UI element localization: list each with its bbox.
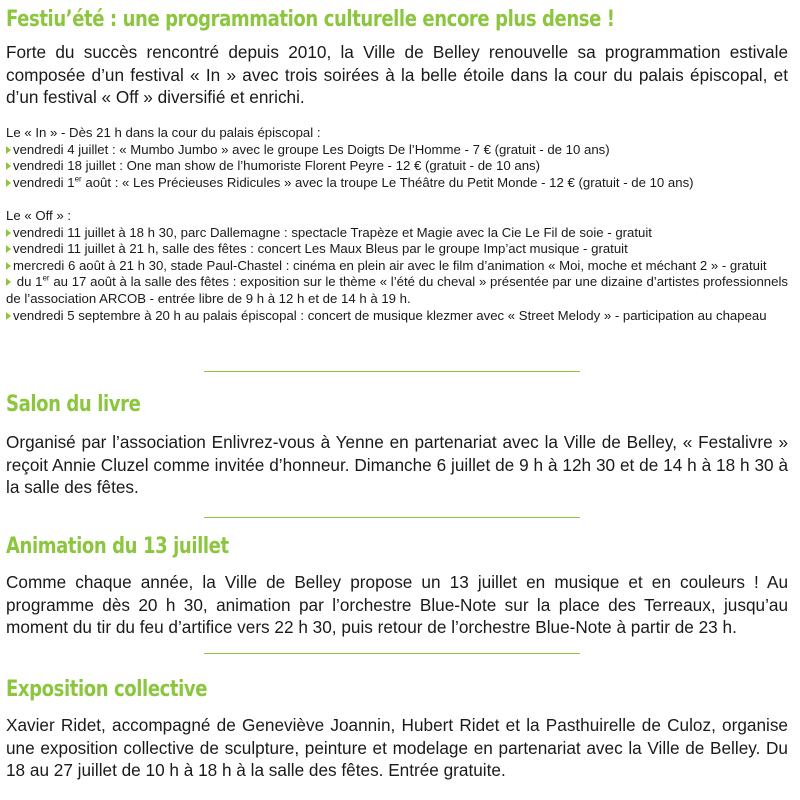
bullet-icon — [6, 162, 11, 170]
list-item: vendredi 5 septembre à 20 h au palais épiscopal : concert de musique klezmer avec « Street Melody » - participation au chapeau — [6, 308, 788, 325]
separator-line — [204, 653, 580, 654]
bullet-icon — [6, 229, 11, 237]
list-item: vendredi 18 juillet : One man show de l’humoriste Florent Peyre - 12 € (gratuit - de 10 ans) — [6, 158, 788, 175]
bullet-icon — [6, 262, 11, 270]
separator-line — [204, 371, 580, 372]
bullet-icon — [6, 146, 11, 154]
bullet-icon — [6, 245, 11, 253]
animation-body: Comme chaque année, la Ville de Belley propose un 13 juillet en musique et en couleurs ! Au programme dès 20 h 30, animation par l’orchestre Blue-Note sur la place des Terreaux, jusqu’au moment du tir du feu d’artifice vers 22 h 30, puis retour de l’orchestre Blue-Note à partir de 23 h. — [6, 572, 788, 637]
salon-title: Salon du livre — [6, 392, 141, 417]
list-item: du 1er au 17 août à la salle des fêtes : exposition sur le thème « l’été du cheval » présentée par une dizaine d’artistes professionnels de l’association ARCOB - entrée libre de 9 h à 12 h et de 14 h à 19 h. — [6, 273, 788, 306]
animation-title: Animation du 13 juillet — [6, 534, 229, 559]
exposition-title: Exposition collective — [6, 677, 208, 702]
separator-line — [204, 517, 580, 518]
festival-title: Festiu’été : une programmation culturelle encore plus dense ! — [6, 7, 615, 32]
list-item: mercredi 6 août à 21 h 30, stade Paul-Chastel : cinéma en plein air avec le film d’animation « Moi, moche et méchant 2 » - gratuit — [6, 258, 788, 275]
bullet-icon — [6, 312, 11, 320]
list-item: vendredi 4 juillet : « Mumbo Jumbo » avec le groupe Les Doigts De l’Homme - 7 € (gratuit - de 10 ans) — [6, 142, 788, 159]
bullet-icon — [6, 278, 11, 286]
in-list — [6, 142, 788, 192]
list-item: vendredi 11 juillet à 18 h 30, parc Dallemagne : spectacle Trapèze et Magie avec la Cie Le Fil de soie - gratuit — [6, 225, 788, 242]
list-item: vendredi 11 juillet à 21 h, salle des fêtes : concert Les Maux Bleus par le groupe Imp’act musique - gratuit — [6, 241, 788, 258]
exposition-body: Xavier Ridet, accompagné de Geneviève Joannin, Hubert Ridet et la Pasthuirelle de Culoz, organise une exposition collective de sculpture, peinture et modelage en partenariat avec la Ville de Belley. Du 18 au 27 juillet de 10 h à 18 h à la salle des fêtes. Entrée gratuite. — [6, 715, 788, 780]
list-item: vendredi 1er août : « Les Précieuses Ridicules » avec la troupe Le Théâtre du Petit Monde - 12 € (gratuit - de 10 ans) — [6, 175, 788, 192]
festival-intro: Forte du succès rencontré depuis 2010, la Ville de Belley renouvelle sa programmation estivale composée d’un festival « In » avec trois soirées à la belle étoile dans la cour du palais épiscopal, et d’un festival « Off » diversifié et enrichi. — [6, 42, 788, 107]
bullet-icon — [6, 179, 11, 187]
off-heading: Le « Off » : — [6, 208, 72, 223]
off-list — [6, 225, 788, 325]
salon-body: Organisé par l’association Enlivrez-vous à Yenne en partenariat avec la Ville de Belley, « Festalivre » reçoit Annie Cluzel comme invitée d’honneur. Dimanche 6 juillet de 9 h à 12h 30 et de 14 h à 18 h 30 à la salle des fêtes. — [6, 432, 788, 497]
in-heading: Le « In » - Dès 21 h dans la cour du palais épiscopal : — [6, 125, 321, 140]
